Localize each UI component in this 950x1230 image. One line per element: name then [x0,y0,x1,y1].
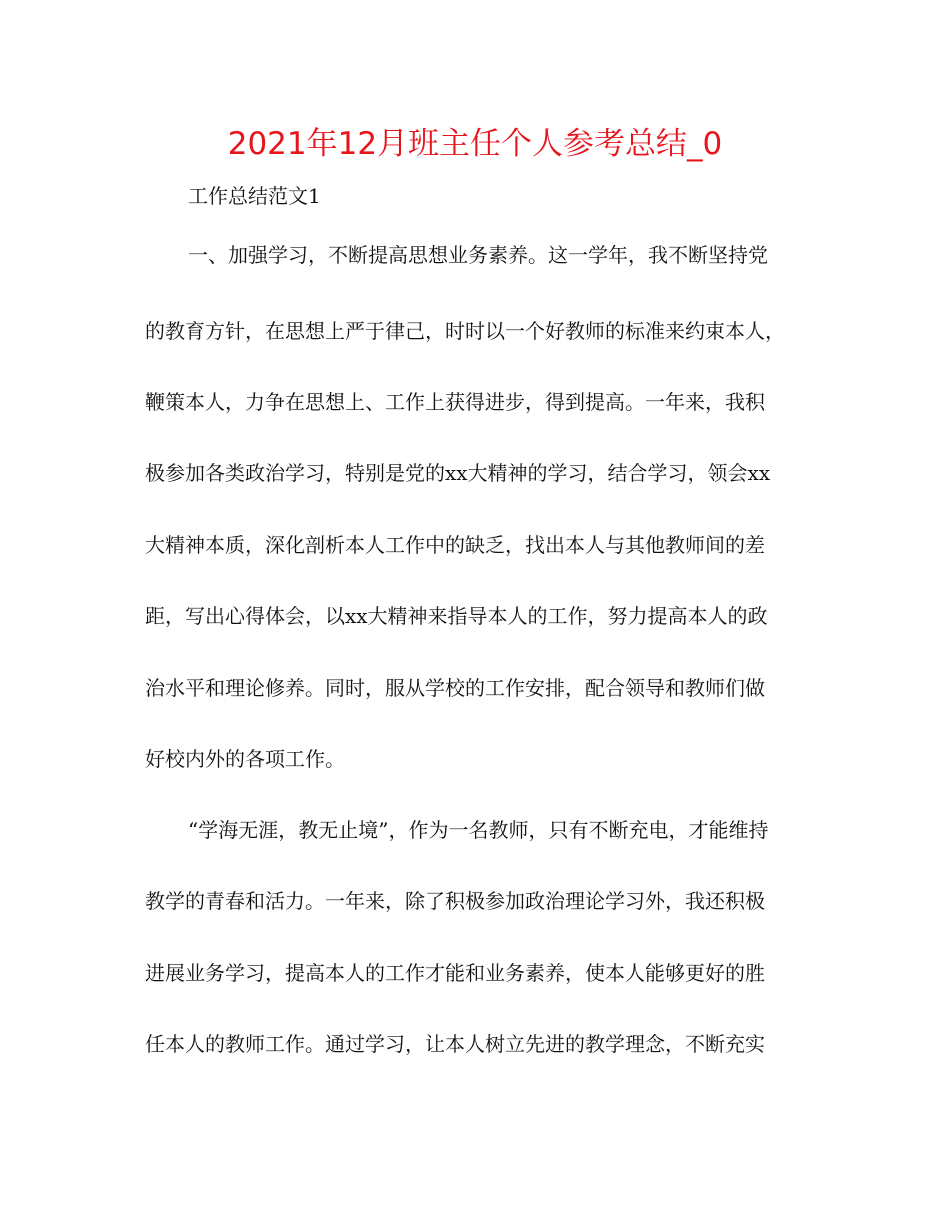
paragraph-line: 距，写出心得体会，以xx大精神来指导本人的工作，努力提高本人的政 [145,604,768,628]
paragraph-line: 好校内外的各项工作。 [145,747,345,771]
paragraph-line: 一、加强学习，不断提高思想业务素养。这一学年，我不断坚持党 [188,243,768,267]
paragraph-line: 任本人的教师工作。通过学习，让本人树立先进的教学理念，不断充实 [145,1032,765,1056]
document-title: 2021年12月班主任个人参考总结_0 [227,126,723,162]
paragraph-line: “学海无涯，教无止境”，作为一名教师，只有不断充电，才能维持 [188,818,769,842]
paragraph-line: 大精神本质，深化剖析本人工作中的缺乏，找出本人与其他教师间的差 [145,533,765,557]
paragraph-line: 进展业务学习，提高本人的工作才能和业务素养，使本人能够更好的胜 [145,961,765,985]
paragraph-line: 治水平和理论修养。同时，服从学校的工作安排，配合领导和教师们做 [145,676,765,700]
paragraph-line: 的教育方针，在思想上严于律己，时时以一个好教师的标准来约束本人， [145,319,785,343]
document-subtitle: 工作总结范文1 [188,184,321,208]
paragraph-line: 极参加各类政治学习，特别是党的xx大精神的学习，结合学习，领会xx [145,461,771,485]
paragraph-line: 教学的青春和活力。一年来，除了积极参加政治理论学习外，我还积极 [145,889,765,913]
paragraph-line: 鞭策本人，力争在思想上、工作上获得进步，得到提高。一年来，我积 [145,390,765,414]
